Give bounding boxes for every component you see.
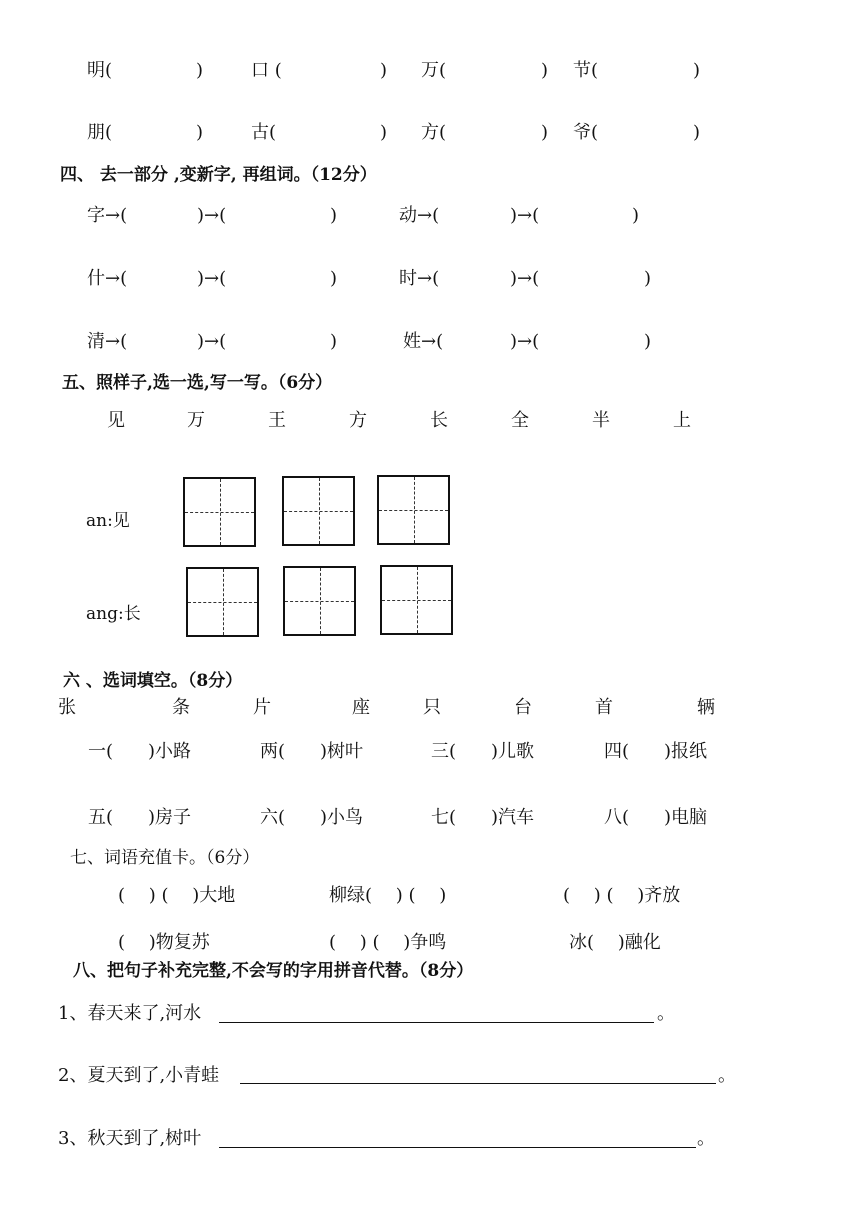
measure-suffix: )树叶 — [320, 741, 364, 762]
sentence-end: 。 — [718, 1065, 736, 1086]
bank-char: 方 — [349, 410, 367, 431]
bank-char: 见 — [107, 410, 125, 431]
measure-prefix: 一( — [88, 741, 114, 762]
char-ye: 爷( — [573, 122, 599, 143]
bank-char: 全 — [511, 410, 529, 431]
answer-line[interactable] — [240, 1083, 716, 1084]
item-text[interactable]: ) — [330, 331, 338, 352]
measure-suffix: )小路 — [148, 741, 192, 762]
paren-close[interactable]: ) — [541, 122, 549, 143]
char-wan: 万( — [421, 60, 447, 81]
writing-grid-box[interactable] — [282, 476, 355, 546]
item-text: 姓→( — [403, 331, 444, 352]
char-fang: 方( — [421, 122, 447, 143]
char-jie: 节( — [573, 60, 599, 81]
bank-word: 条 — [172, 697, 190, 718]
writing-grid-box[interactable] — [283, 566, 356, 636]
part5-heading: 五、照样子,选一选,写一写。（6分） — [62, 373, 333, 393]
writing-grid-box[interactable] — [183, 477, 256, 547]
measure-prefix: 两( — [260, 741, 286, 762]
label-ang: ang:长 — [86, 604, 141, 624]
bank-word: 片 — [253, 697, 271, 718]
bank-char: 王 — [268, 410, 286, 431]
char-ming: 明( — [87, 60, 113, 81]
paren-close[interactable]: ) — [196, 122, 204, 143]
item-text[interactable]: )→( — [197, 205, 227, 226]
bank-word: 只 — [423, 697, 441, 718]
item-text: 时→( — [399, 268, 440, 289]
sentence-end: 。 — [657, 1003, 675, 1024]
item-text[interactable]: ) — [644, 331, 652, 352]
measure-suffix: )报纸 — [664, 741, 708, 762]
paren-close[interactable]: ) — [541, 60, 549, 81]
idiom-blank[interactable]: ( ) ( )齐放 — [563, 885, 681, 906]
item-text[interactable]: ) — [644, 268, 652, 289]
part6-heading: 六 、选词填空。（8分） — [63, 671, 243, 691]
measure-prefix: 七( — [431, 807, 457, 828]
char-peng: 朋( — [87, 122, 113, 143]
idiom-blank[interactable]: ( ) ( )大地 — [118, 885, 236, 906]
bank-word: 张 — [58, 697, 76, 718]
bank-word: 首 — [595, 697, 613, 718]
measure-prefix: 三( — [431, 741, 457, 762]
sentence-end: 。 — [697, 1128, 715, 1149]
item-text[interactable]: )→( — [510, 205, 540, 226]
item-text: 清→( — [87, 331, 128, 352]
part4-heading: 四、 去一部分 ,变新字, 再组词。（12分） — [60, 165, 377, 185]
measure-suffix: )电脑 — [664, 807, 708, 828]
writing-grid-box[interactable] — [186, 567, 259, 637]
bank-word: 台 — [514, 697, 532, 718]
label-an: an:见 — [86, 511, 130, 531]
measure-suffix: )汽车 — [491, 807, 535, 828]
idiom-blank[interactable]: ( ) ( )争鸣 — [329, 932, 447, 953]
char-gu: 古( — [251, 122, 277, 143]
bank-char: 半 — [592, 410, 610, 431]
bank-char: 上 — [673, 410, 691, 431]
item-text[interactable]: ) — [330, 268, 338, 289]
bank-char: 万 — [187, 410, 205, 431]
measure-prefix: 六( — [260, 807, 286, 828]
part7-heading: 七、词语充值卡。（6分） — [70, 848, 260, 868]
sentence-prompt: 3、秋天到了,树叶 — [58, 1128, 202, 1149]
item-text[interactable]: )→( — [510, 268, 540, 289]
item-text[interactable]: ) — [330, 205, 338, 226]
item-text: 动→( — [399, 205, 440, 226]
item-text[interactable]: ) — [632, 205, 640, 226]
writing-grid-box[interactable] — [380, 565, 453, 635]
bank-word: 辆 — [697, 697, 715, 718]
measure-prefix: 四( — [604, 741, 630, 762]
idiom-blank[interactable]: ( )物复苏 — [118, 932, 210, 953]
answer-line[interactable] — [219, 1147, 696, 1148]
measure-prefix: 五( — [88, 807, 114, 828]
paren-close[interactable]: ) — [693, 122, 701, 143]
bank-char: 长 — [430, 410, 448, 431]
idiom-blank[interactable]: 柳绿( ) ( ) — [329, 885, 447, 906]
paren-close[interactable]: ) — [693, 60, 701, 81]
bank-word: 座 — [352, 697, 370, 718]
idiom-blank[interactable]: 冰( )融化 — [569, 932, 661, 953]
paren-close[interactable]: ) — [380, 60, 388, 81]
char-kou: 口 ( — [251, 60, 282, 81]
measure-suffix: )儿歌 — [491, 741, 535, 762]
sentence-prompt: 2、夏天到了,小青蛙 — [58, 1065, 220, 1086]
answer-line[interactable] — [219, 1022, 654, 1023]
item-text[interactable]: )→( — [510, 331, 540, 352]
measure-suffix: )小鸟 — [320, 807, 364, 828]
measure-prefix: 八( — [604, 807, 630, 828]
measure-suffix: )房子 — [148, 807, 192, 828]
item-text: 字→( — [87, 205, 128, 226]
paren-close[interactable]: ) — [196, 60, 204, 81]
part8-heading: 八、把句子补充完整,不会写的字用拼音代替。（8分） — [73, 961, 474, 981]
item-text[interactable]: )→( — [197, 268, 227, 289]
sentence-prompt: 1、春天来了,河水 — [58, 1003, 202, 1024]
paren-close[interactable]: ) — [380, 122, 388, 143]
item-text[interactable]: )→( — [197, 331, 227, 352]
item-text: 什→( — [87, 268, 128, 289]
writing-grid-box[interactable] — [377, 475, 450, 545]
